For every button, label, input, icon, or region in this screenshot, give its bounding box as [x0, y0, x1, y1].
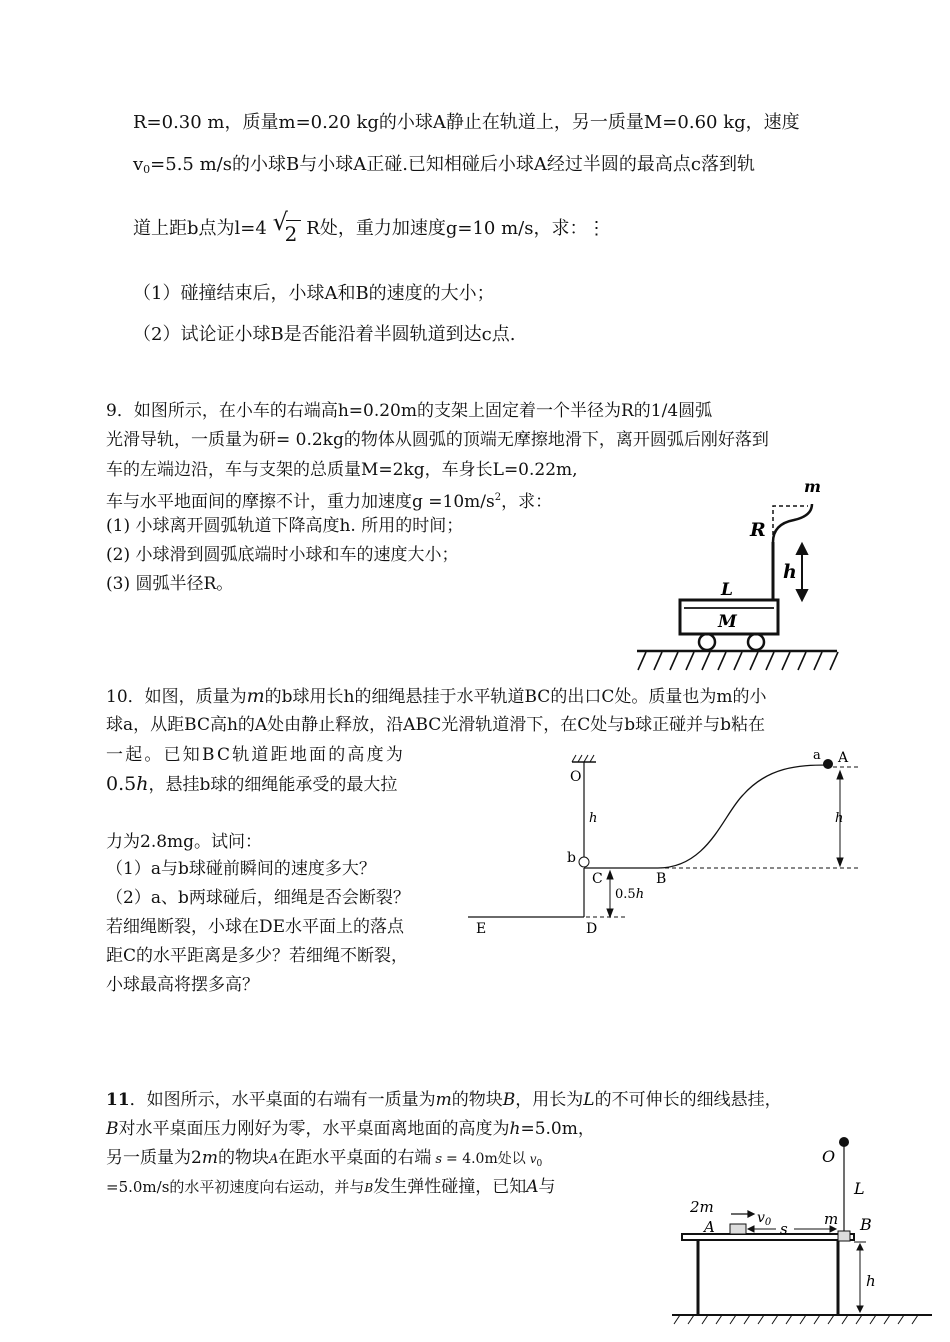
q10-label-O: O [570, 769, 582, 785]
q11-line-1-d: 的不可伸长的细线悬挂， [594, 1090, 782, 1110]
q10-line-5: 力为2.8mg。试问： [106, 832, 263, 852]
q11-line-4-b: 发生弹性碰撞，已知 [373, 1177, 527, 1197]
q8-line-2 [133, 155, 755, 180]
q11-line-1-B: B [502, 1090, 516, 1110]
q9-sub-1: (1) 小球离开圆弧轨道下降高度h. 所用的时间； [106, 516, 464, 536]
q10-line-8: 若细绳断裂，小球在DE水平面上的落点 [106, 917, 405, 937]
q10-line-4-h: h [136, 773, 149, 795]
q8-line-3-a: 道上距b点为l=4 [133, 218, 267, 239]
q9-line-1: 9．如图所示，在小车的右端高h=0.20m的支架上固定着一个半径为R的1/4圆弧 [106, 401, 713, 421]
q11-label-h: h [866, 1272, 876, 1290]
q11-ground-hatch [674, 1315, 918, 1324]
q10-figure [468, 745, 868, 945]
q11-line-3-vsub: 0 [536, 1159, 543, 1169]
q11-line-3-A: A [268, 1152, 279, 1167]
q10-sub-1: （1）a与b球碰前瞬间的速度多大？ [106, 859, 376, 879]
q9-h-arrow [797, 544, 807, 600]
q11-number: 11 [106, 1090, 130, 1110]
q8-sqrt-value: 2 [284, 222, 298, 246]
q10-half-h-arrow [607, 871, 613, 917]
q8-line-3-b: R处，重力加速度g=10 m/s，求：⋮ [306, 218, 606, 239]
q11-line-2-B: B [106, 1119, 119, 1139]
q10-line-2: 球a，从距BC高h的A处由静止释放，沿ABC光滑轨道滑下，在C处与b球正碰并与b粘在 [106, 715, 766, 735]
q8-v: v [133, 154, 144, 175]
q8-v-sub: 0 [143, 163, 151, 176]
q11-s-arrow [748, 1226, 836, 1232]
q9-label-M: M [718, 612, 737, 632]
q9-dashed-guide [773, 506, 808, 542]
q11-label-2m: 2m [690, 1198, 714, 1216]
q11-line-4-c: 与 [538, 1177, 556, 1197]
q11-label-L: L [854, 1179, 865, 1198]
q10-label-h-left: h [589, 811, 598, 826]
q9-arc-track [773, 504, 812, 542]
q11-label-v0: $v_0$ [757, 1210, 772, 1228]
q10-track [584, 765, 828, 868]
q10-line-9: 距C的水平距离是多少？若细绳不断裂， [106, 946, 409, 966]
q9-line-4-a: 车与水平地面间的摩擦不计，重力加速度g =10m/s [106, 492, 495, 512]
q9-wheel-left [699, 634, 715, 650]
q11-line-2 [106, 1119, 595, 1139]
q9-label-R: R [750, 519, 766, 541]
q10-line-1-m: m [246, 685, 265, 707]
q11-v0-arrow [731, 1211, 754, 1217]
q10-ceiling-hatch [572, 755, 594, 762]
q8-line-1: R=0.30 m，质量m=0.20 kg的小球A静止在轨道上，另一质量M=0.60 kg，速度 [133, 112, 800, 133]
q11-line-1 [106, 1090, 782, 1110]
q11-label-B: B [860, 1215, 872, 1234]
q11-line-1-b: 的物块 [451, 1090, 503, 1110]
q10-sub-2: （2）a、b两球碰后，细绳是否会断裂？ [106, 888, 410, 908]
q11-label-A: A [704, 1218, 715, 1236]
q11-line-1-c: ，用长为 [515, 1090, 584, 1110]
q9-sub-2: (2) 小球滑到圆弧底端时小球和车的速度大小； [106, 545, 459, 565]
q9-line-4-b: ，求： [501, 492, 553, 512]
q10-line-1-b: 的b球用长h的细绳悬挂于水平轨道BC的出口C处。质量也为m的小 [264, 687, 767, 707]
q10-label-E: E [476, 921, 487, 937]
q9-line-4 [106, 488, 552, 512]
q9-label-h: h [783, 561, 797, 583]
q11-block-A [730, 1224, 746, 1234]
q11-line-4 [106, 1177, 556, 1198]
q11-line-4-A: A [526, 1177, 539, 1197]
q11-line-3-v: v [529, 1152, 537, 1166]
q11-line-3 [106, 1148, 542, 1174]
q11-line-3-s: s [435, 1152, 443, 1167]
q11-line-2-h: h [509, 1119, 521, 1139]
q11-line-2-b: =5.0m， [520, 1119, 595, 1139]
q9-label-m: m [804, 477, 821, 496]
q10-label-D: D [586, 921, 598, 937]
q11-figure [672, 1134, 932, 1324]
q10-label-A: A [838, 750, 849, 766]
q9-line-3: 车的左端边沿，车与支架的总质量M=2kg，车身长L=0.22m, [106, 460, 578, 480]
q8-sqrt-bar [286, 220, 301, 221]
q11-h-arrow [854, 1242, 866, 1312]
q11-line-1-L: L [583, 1090, 595, 1110]
q9-label-L: L [721, 580, 733, 600]
q10-line-10: 小球最高将摆多高？ [106, 975, 259, 995]
q11-line-3-d: = 4.0m处以 [446, 1151, 526, 1167]
q9-line-4-sup: 2 [494, 492, 502, 503]
q10-line-1-a: 10．如图，质量为 [106, 687, 247, 707]
q10-line-4-b: ，悬挂b球的细绳能承受的最大拉 [148, 775, 398, 795]
q8-sqrt-symbol: √ [272, 208, 288, 236]
q11-block-B [838, 1231, 850, 1241]
q11-label-O: O [822, 1147, 836, 1166]
q11-line-4-a: =5.0m/s的水平初速度向右运动，并与 [106, 1178, 365, 1196]
q10-label-h-right: h [835, 811, 844, 826]
q11-label-m: m [824, 1210, 839, 1228]
q10-label-B: B [656, 871, 667, 887]
q11-line-4-B: B [364, 1181, 374, 1195]
q9-sub-3: (3) 圆弧半径R。 [106, 574, 234, 594]
q10-line-4-a: 0.5 [106, 773, 137, 795]
q8-sqrt [272, 208, 301, 248]
q10-label-a: a [813, 748, 821, 763]
q11-line-3-b: 的物块 [217, 1148, 269, 1168]
q11-line-3-c: 在距水平桌面的右端 [278, 1148, 432, 1168]
q9-ground-hatch [638, 652, 838, 670]
q10-label-b: b [567, 850, 576, 866]
q11-line-3-a: 另一质量为2 [106, 1148, 202, 1168]
q9-wheel-right [748, 634, 764, 650]
q10-ball-b [579, 857, 589, 867]
q10-line-3: 一起。已知BC轨道距地面的高度为 [106, 745, 406, 765]
q9-figure [632, 478, 842, 678]
q8-line-3 [133, 208, 606, 254]
q10-line-1 [106, 686, 766, 707]
q11-label-s: s [780, 1220, 788, 1238]
q11-line-2-a: 对水平桌面压力刚好为零，水平桌面离地面的高度为 [118, 1119, 510, 1139]
q8-sub-1: （1）碰撞结束后，小球A和B的速度的大小； [133, 283, 495, 304]
q11-line-1-a: ．如图所示，水平桌面的右端有一质量为 [129, 1090, 436, 1110]
q10-line-4 [106, 774, 397, 795]
q11-line-1-m: m [435, 1090, 452, 1110]
q8-line-2-rest: =5.5 m/s的小球B与小球A正碰.已知相碰后小球A经过半圆的最高点c落到轨 [150, 154, 755, 175]
q10-label-C: C [592, 871, 603, 887]
q8-sub-2: （2）试论证小球B是否能沿着半圆轨道到达c点. [133, 324, 516, 345]
q11-line-3-m: m [201, 1148, 218, 1168]
q10-label-half-h: 0.5h [615, 887, 645, 902]
q9-line-2: 光滑导轨，一质量为研= 0.2kg的物体从圆弧的顶端无摩擦地滑下，离开圆弧后刚好落到 [106, 430, 769, 450]
